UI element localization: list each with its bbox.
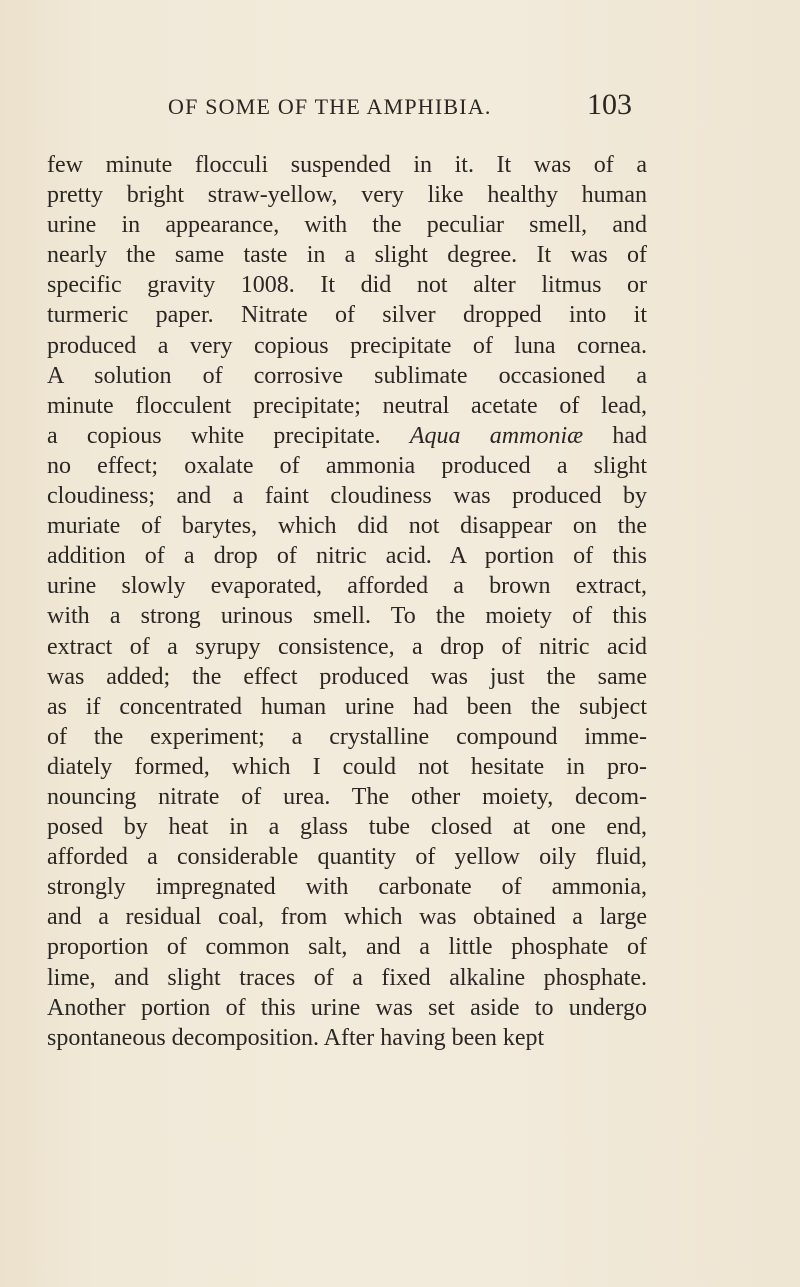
text-line: A solution of corrosive sublimate occasioned a bbox=[47, 362, 647, 389]
text-line: was added; the effect produced was just the same bbox=[47, 663, 647, 690]
text-segment: a copious white precipitate. bbox=[47, 422, 381, 449]
text-line: with a strong urinous smell. To the moiety of this bbox=[47, 603, 647, 630]
text-line: muriate of barytes, which did not disappear on the bbox=[47, 513, 647, 540]
running-title: OF SOME OF THE AMPHIBIA. bbox=[168, 94, 492, 119]
page-header bbox=[0, 88, 800, 134]
text-line: cloudiness; and a faint cloudiness was produced by bbox=[47, 483, 647, 510]
text-line: as if concentrated human urine had been the subject bbox=[47, 693, 647, 720]
text-line: urine slowly evaporated, afforded a brown extract, bbox=[47, 573, 647, 600]
text-segment: had bbox=[612, 422, 648, 449]
text-line: of the experiment; a crystalline compound imme- bbox=[47, 723, 647, 750]
text-line: afforded a considerable quantity of yellow oily fluid, bbox=[47, 844, 647, 871]
text-line: few minute flocculi suspended in it. It was of a bbox=[47, 152, 647, 178]
text-line: diately formed, which I could not hesitate in pro- bbox=[47, 753, 647, 780]
text-line: specific gravity 1008. It did not alter litmus or bbox=[47, 272, 647, 299]
text-line: nouncing nitrate of urea. The other moiety, decom- bbox=[47, 783, 647, 810]
body-text bbox=[47, 150, 647, 1053]
text-line: no effect; oxalate of ammonia produced a slight bbox=[47, 452, 647, 479]
text-line: strongly impregnated with carbonate of ammonia, bbox=[47, 874, 647, 901]
text-line: pretty bright straw-yellow, very like healthy human bbox=[47, 182, 647, 209]
text-line: nearly the same taste in a slight degree. It was of bbox=[47, 242, 647, 269]
text-line: extract of a syrupy consistence, a drop of nitric acid bbox=[47, 633, 647, 660]
page-number: 103 bbox=[587, 88, 632, 121]
text-line: produced a very copious precipitate of luna cornea. bbox=[47, 332, 647, 359]
text-line: urine in appearance, with the peculiar smell, and bbox=[47, 212, 647, 239]
text-line: and a residual coal, from which was obtained a large bbox=[47, 904, 647, 931]
text-line: Another portion of this urine was set aside to undergo bbox=[47, 994, 647, 1021]
text-line: proportion of common salt, and a little phosphate of bbox=[47, 934, 647, 961]
text-line: minute flocculent precipitate; neutral acetate of lead, bbox=[47, 392, 647, 419]
text-line: addition of a drop of nitric acid. A portion of this bbox=[47, 543, 647, 570]
text-line: spontaneous decomposition. After having been kept bbox=[47, 1024, 545, 1051]
text-line: turmeric paper. Nitrate of silver dropped into it bbox=[47, 302, 647, 329]
italic-phrase: Aqua ammoniæ bbox=[409, 422, 584, 449]
text-line: posed by heat in a glass tube closed at one end, bbox=[47, 814, 647, 841]
text-line-with-italic bbox=[47, 421, 647, 451]
text-line: lime, and slight traces of a fixed alkaline phosphate. bbox=[47, 964, 647, 991]
